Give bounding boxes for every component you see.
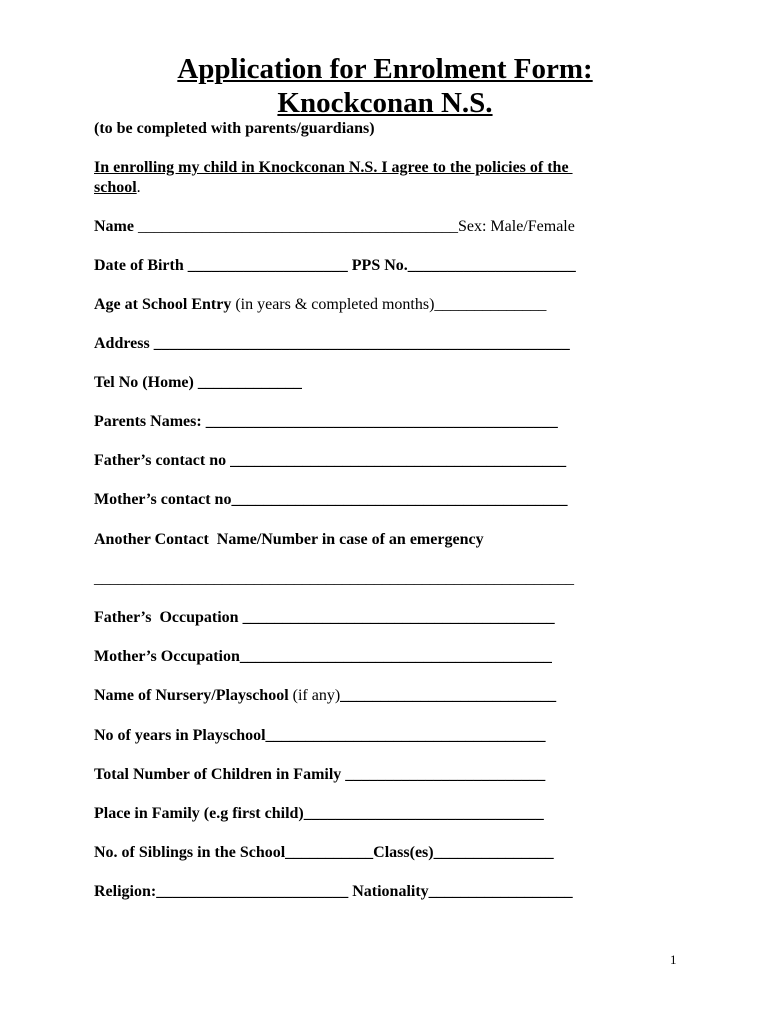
total-children-row [94, 765, 545, 785]
agreement-period: . [136, 179, 141, 196]
mother-occupation-row [94, 647, 552, 667]
dob-row [94, 256, 576, 276]
total-children-field[interactable]: _________________________ [345, 766, 546, 783]
address-field[interactable]: ____________________________________________________ [153, 335, 570, 352]
dob-label: Date of Birth [94, 257, 188, 274]
name-label: Name [94, 218, 134, 235]
nationality-label: Nationality [352, 883, 429, 900]
religion-label: Religion: [94, 883, 157, 900]
place-in-family-field[interactable]: ______________________________ [303, 805, 544, 822]
subtitle: (to be completed with parents/guardians) [94, 120, 375, 137]
pps-label: PPS No. [351, 257, 408, 274]
tel-field[interactable]: _____________ [197, 374, 302, 391]
name-field[interactable]: ________________________________________ [133, 218, 458, 235]
address-label: Address [94, 335, 154, 352]
mother-contact-field[interactable]: __________________________________________ [231, 491, 568, 508]
form-title: Application for Enrolment Form: [177, 53, 593, 85]
father-contact-row [94, 451, 566, 471]
name-row [94, 217, 575, 237]
mother-occupation-label: Mother’s Occupation [94, 648, 240, 665]
agreement-text-2: school [94, 179, 137, 196]
agreement-line-2 [94, 178, 141, 198]
parents-field[interactable]: ____________________________________________ [205, 413, 558, 430]
years-playschool-row [94, 726, 546, 746]
nationality-field[interactable]: __________________ [428, 883, 573, 900]
religion-row [94, 882, 573, 902]
pps-field[interactable]: _____________________ [407, 257, 576, 274]
total-children-label: Total Number of Children in Family [94, 766, 346, 783]
father-occupation-row [94, 608, 555, 628]
religion-field[interactable]: ________________________ [156, 883, 353, 900]
nursery-field[interactable]: ___________________________ [340, 687, 557, 704]
classes-field[interactable]: _______________ [433, 844, 554, 861]
age-row [94, 295, 546, 315]
emergency-field[interactable]: ____________________________________________________________ [94, 570, 574, 587]
siblings-row [94, 843, 554, 863]
siblings-label: No. of Siblings in the School [94, 844, 286, 861]
mother-contact-row [94, 490, 567, 510]
age-label: Age at School Entry [94, 296, 232, 313]
school-name-title: Knockconan N.S. [277, 87, 493, 119]
place-in-family-label: Place in Family (e.g first child) [94, 805, 304, 822]
address-row [94, 334, 570, 354]
page-number: 1 [670, 952, 677, 967]
place-in-family-row [94, 804, 544, 824]
father-occupation-label: Father’s Occupation [94, 609, 243, 626]
years-playschool-label: No of years in Playschool [94, 727, 266, 744]
mother-contact-label: Mother’s contact no [94, 491, 232, 508]
dob-field[interactable]: ____________________ [187, 257, 352, 274]
nursery-row [94, 686, 556, 706]
sex-option-text[interactable]: Sex: Male/Female [457, 218, 575, 235]
years-playschool-field[interactable]: ___________________________________ [265, 727, 546, 744]
nursery-note: (if any) [288, 687, 341, 704]
tel-label: Tel No (Home) [94, 374, 198, 391]
classes-label: Class(es) [373, 844, 434, 861]
father-occupation-field[interactable]: _______________________________________ [242, 609, 555, 626]
parents-label: Parents Names: [94, 413, 206, 430]
siblings-field[interactable]: ___________ [285, 844, 374, 861]
father-contact-field[interactable]: __________________________________________ [230, 452, 567, 469]
agreement-line-1 [94, 158, 573, 178]
father-contact-label: Father’s contact no [94, 452, 231, 469]
age-field[interactable]: (in years & completed months)______________ [231, 296, 547, 313]
parents-row [94, 412, 558, 432]
emergency-label: Another Contact Name/Number in case of an emergency [94, 531, 484, 548]
mother-occupation-field[interactable]: _______________________________________ [239, 648, 552, 665]
nursery-label: Name of Nursery/Playschool [94, 687, 289, 704]
agreement-text-1: In enrolling my child in Knockconan N.S. I agree to the policies of the [94, 159, 573, 176]
tel-row [94, 373, 302, 393]
